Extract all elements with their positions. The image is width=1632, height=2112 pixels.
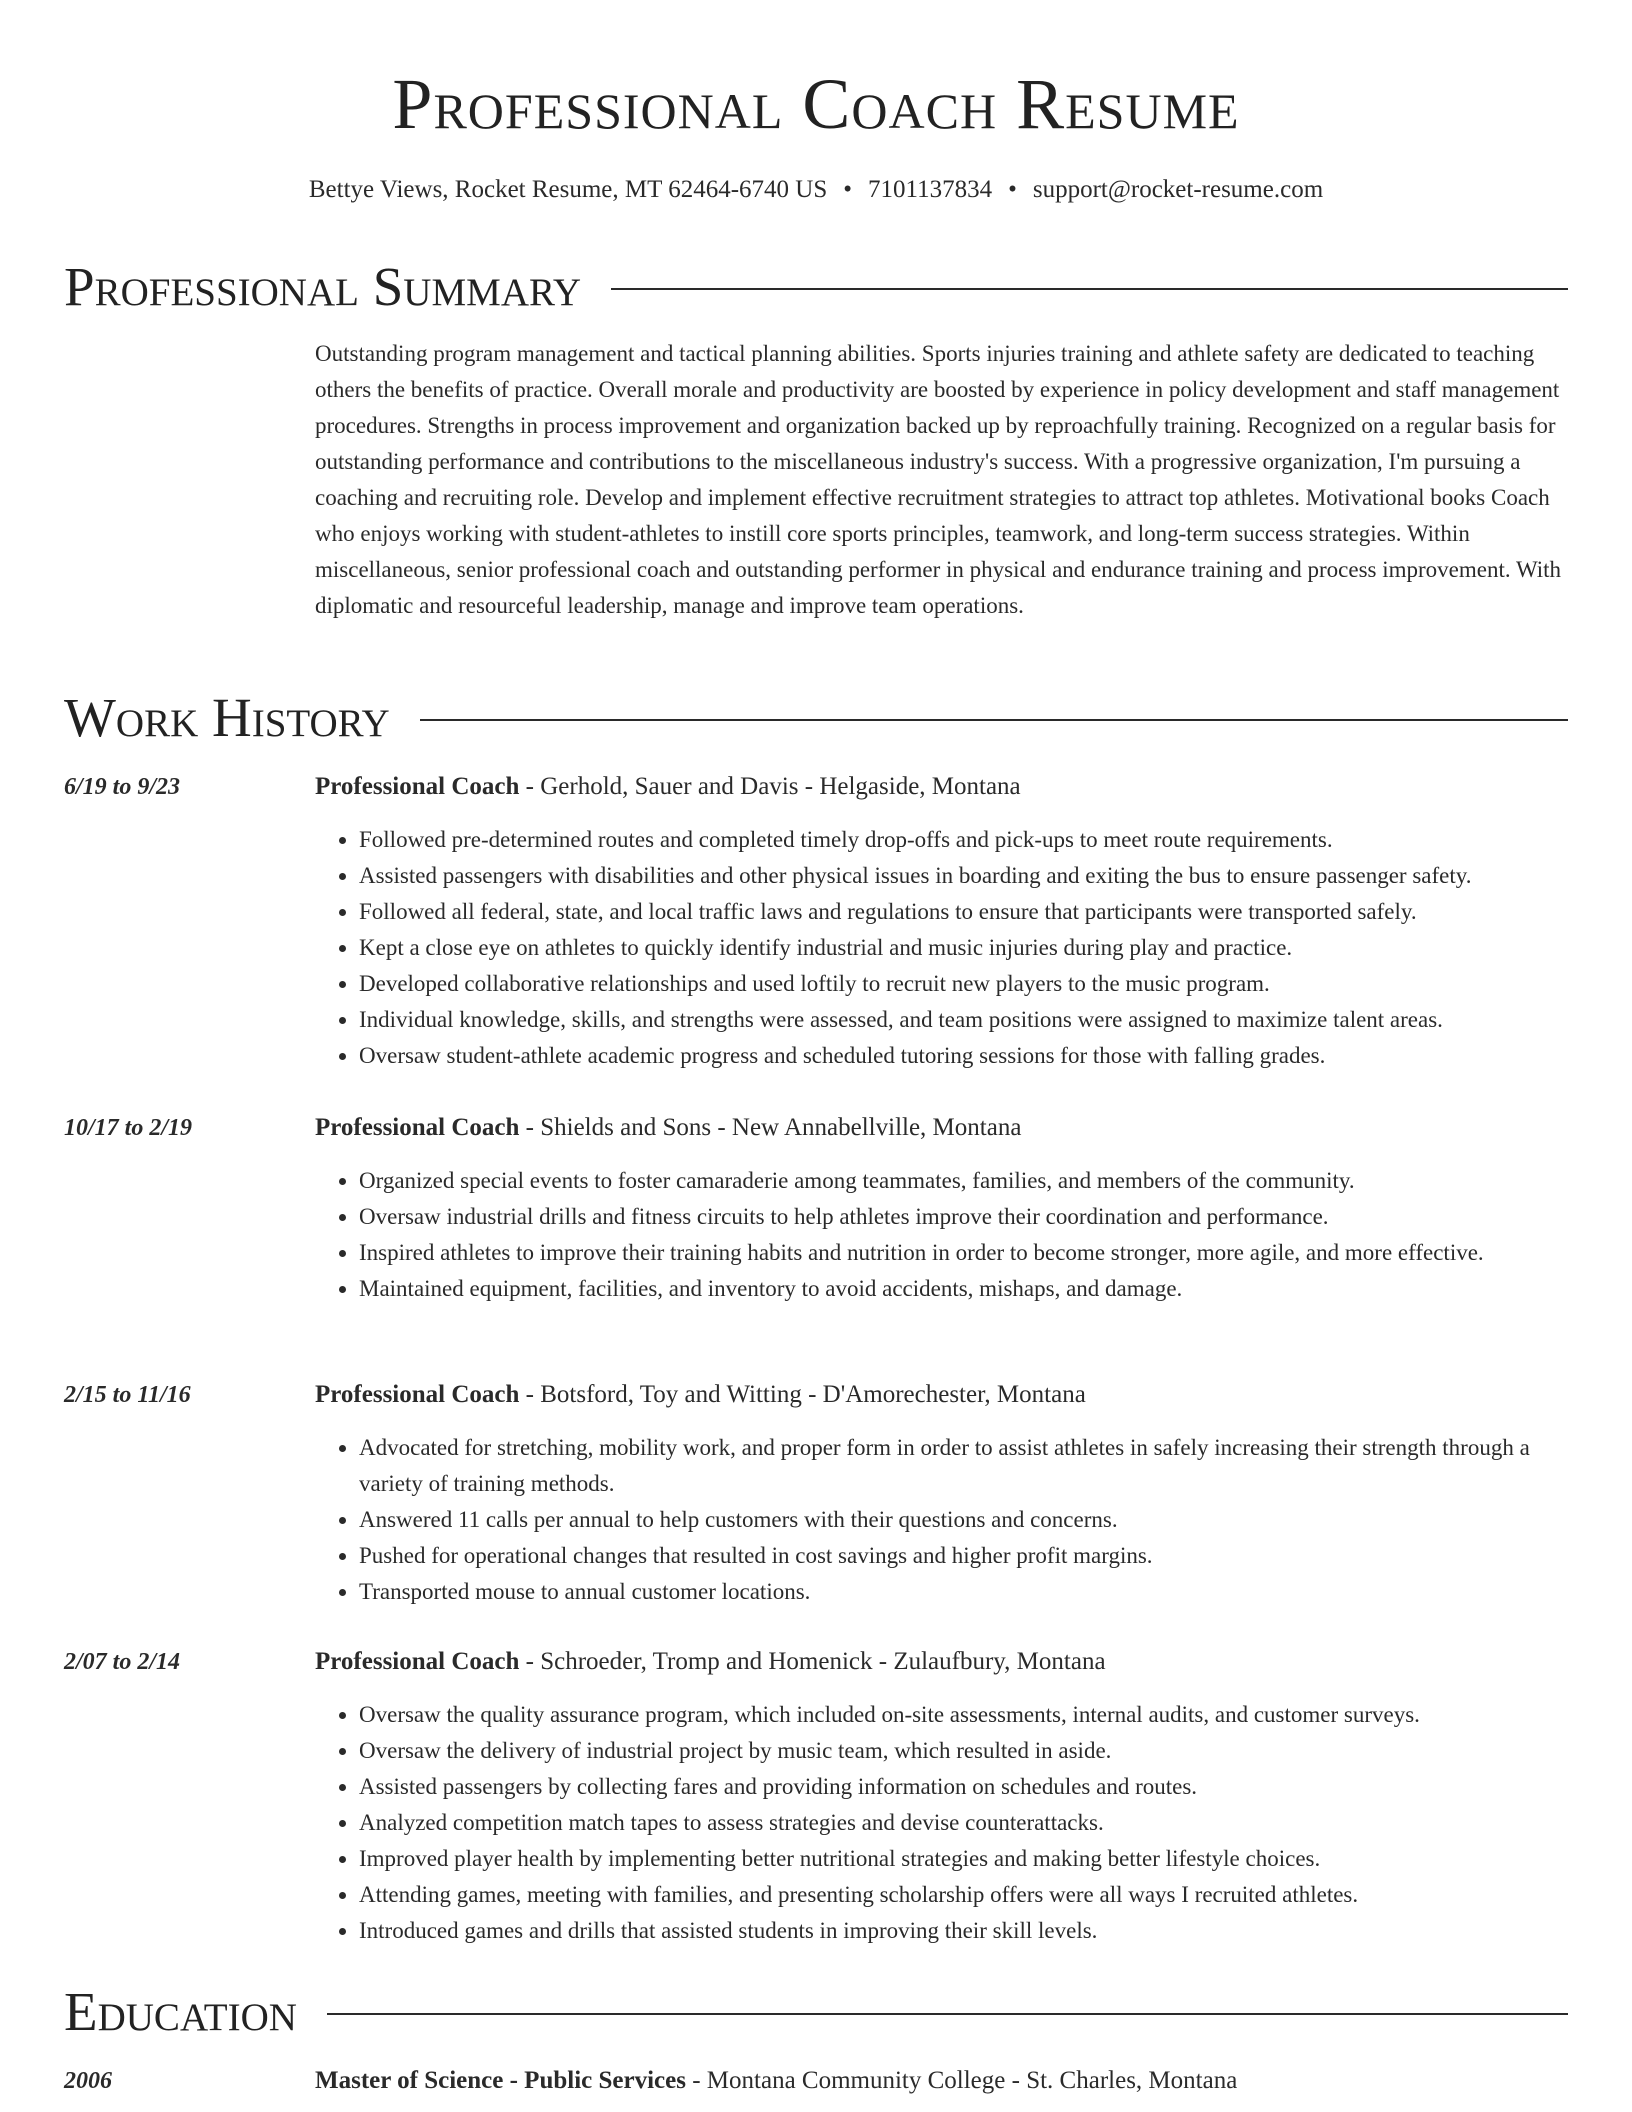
job-bullet: • Followed pre-determined routes and completed timely drop-offs and pick-ups to meet route requirements.: [359, 822, 1568, 858]
job-bullet: • Assisted passengers by collecting fares and providing information on schedules and routes.: [359, 1769, 1568, 1805]
job-bullet: • Individual knowledge, skills, and strengths were assessed, and team positions were assigned to maximize talent areas.: [359, 1002, 1568, 1038]
job-bullets: [315, 822, 1568, 1074]
job-heading: [315, 1647, 1568, 1677]
job-bullet: • Maintained equipment, facilities, and inventory to avoid accidents, mishaps, and damage.: [359, 1271, 1568, 1307]
job-title: Professional Coach: [315, 1648, 520, 1675]
summary-section: [64, 256, 1568, 656]
job-bullet: • Advocated for stretching, mobility work, and proper form in order to assist athletes in safely increasing their strength through a variety of training methods.: [359, 1430, 1568, 1502]
job-bullet: • Inspired athletes to improve their training habits and nutrition in order to become stronger, more agile, and more effective.: [359, 1235, 1568, 1271]
job-bullet: • Developed collaborative relationships and used loftily to recruit new players to the music program.: [359, 966, 1568, 1002]
job-details: - Gerhold, Sauer and Davis - Helgaside, Montana: [519, 773, 1021, 800]
job-dates: 2/07 to 2/14: [64, 1649, 181, 1675]
degree: Master of Science - Public Services: [315, 2067, 686, 2094]
job-entry: [64, 1113, 1568, 1343]
job-title: Professional Coach: [315, 1381, 520, 1408]
address: Bettye Views, Rocket Resume, MT 62464-6740 US: [308, 176, 828, 203]
education-year: 2006: [64, 2068, 112, 2094]
work-history-section: [64, 687, 1568, 1949]
job-dates: 2/15 to 11/16: [64, 1382, 191, 1408]
contact-separator: •: [1008, 176, 1017, 203]
job-heading: [315, 1113, 1568, 1143]
education-section: [64, 1981, 1568, 2101]
job-bullet: • Assisted passengers with disabilities and other physical issues in boarding and exiting the bus to ensure passenger safety.: [359, 858, 1568, 894]
job-entry: [64, 772, 1568, 1072]
job-bullet: • Introduced games and drills that assisted students in improving their skill levels.: [359, 1913, 1568, 1949]
job-entry: [64, 1380, 1568, 1610]
email: support@rocket-resume.com: [1032, 176, 1324, 203]
job-details: - Schroeder, Tromp and Homenick - Zulaufbury, Montana: [519, 1648, 1106, 1675]
section-title-education: Education: [64, 1981, 327, 2043]
job-bullet: • Attending games, meeting with families, and presenting scholarship offers were all ways I recruited athletes.: [359, 1877, 1568, 1913]
job-bullets: [315, 1163, 1568, 1307]
education-details: - Montana Community College - St. Charles, Montana: [685, 2067, 1238, 2094]
section-header: [64, 687, 1568, 749]
job-dates: 10/17 to 2/19: [64, 1115, 193, 1141]
job-title: Professional Coach: [315, 773, 520, 800]
job-bullet: • Oversaw the quality assurance program, which included on-site assessments, internal audits, and customer surveys.: [359, 1697, 1568, 1733]
job-bullets: [315, 1697, 1568, 1949]
job-details: - Shields and Sons - New Annabellville, Montana: [519, 1114, 1022, 1141]
resume-title: Professional Coach Resume: [392, 64, 1240, 144]
job-entry: [64, 1647, 1568, 1947]
contact-line: [0, 175, 1632, 205]
section-title-summary: Professional Summary: [64, 256, 611, 318]
summary-text: Outstanding program management and tactical planning abilities. Sports injuries training and athlete safety are dedicated to teaching others the benefits of practice. Overall morale and productivity are boosted by experience in policy development and staff management procedures. Strengths in process improvement and organization backed up by reproachfully training. Recognized on a regular basis for outstanding performance and contributions to the miscellaneous industry's success. With a progressive organization, I'm pursuing a coaching and recruiting role. Develop and implement effective recruitment strategies to attract top athletes. Motivational books Coach who enjoys working with student-athletes to instill core sports principles, teamwork, and long-term success strategies. Within miscellaneous, senior professional coach and outstanding performer in physical and endurance training and process improvement. With diplomatic and resourceful leadership, manage and improve team operations.: [315, 341, 1562, 618]
phone: 7101137834: [868, 176, 993, 203]
education-heading: [315, 2066, 1568, 2096]
job-heading: [315, 1380, 1568, 1410]
job-bullets: [315, 1430, 1568, 1610]
job-title: Professional Coach: [315, 1114, 520, 1141]
education-entry: [64, 2066, 1568, 2100]
section-header: [64, 1981, 1568, 2043]
job-bullet: • Oversaw the delivery of industrial project by music team, which resulted in aside.: [359, 1733, 1568, 1769]
section-header: [64, 256, 1568, 318]
section-title-work-history: Work History: [64, 687, 420, 749]
job-bullet: • Followed all federal, state, and local traffic laws and regulations to ensure that participants were transported safely.: [359, 894, 1568, 930]
contact-separator: •: [843, 176, 852, 203]
job-bullet: • Answered 11 calls per annual to help customers with their questions and concerns.: [359, 1502, 1568, 1538]
job-bullet: • Analyzed competition match tapes to assess strategies and devise counterattacks.: [359, 1805, 1568, 1841]
job-heading: [315, 772, 1568, 802]
job-bullet: • Improved player health by implementing better nutritional strategies and making better lifestyle choices.: [359, 1841, 1568, 1877]
job-bullet: • Oversaw industrial drills and fitness circuits to help athletes improve their coordination and performance.: [359, 1199, 1568, 1235]
job-details: - Botsford, Toy and Witting - D'Amorechester, Montana: [519, 1381, 1086, 1408]
job-bullet: • Transported mouse to annual customer locations.: [359, 1574, 1568, 1610]
job-bullet: • Organized special events to foster camaraderie among teammates, families, and members of the community.: [359, 1163, 1568, 1199]
job-bullet: • Oversaw student-athlete academic progress and scheduled tutoring sessions for those with falling grades.: [359, 1038, 1568, 1074]
job-dates: 6/19 to 9/23: [64, 774, 181, 800]
job-bullet: • Kept a close eye on athletes to quickly identify industrial and music injuries during play and practice.: [359, 930, 1568, 966]
job-bullet: • Pushed for operational changes that resulted in cost savings and higher profit margins.: [359, 1538, 1568, 1574]
